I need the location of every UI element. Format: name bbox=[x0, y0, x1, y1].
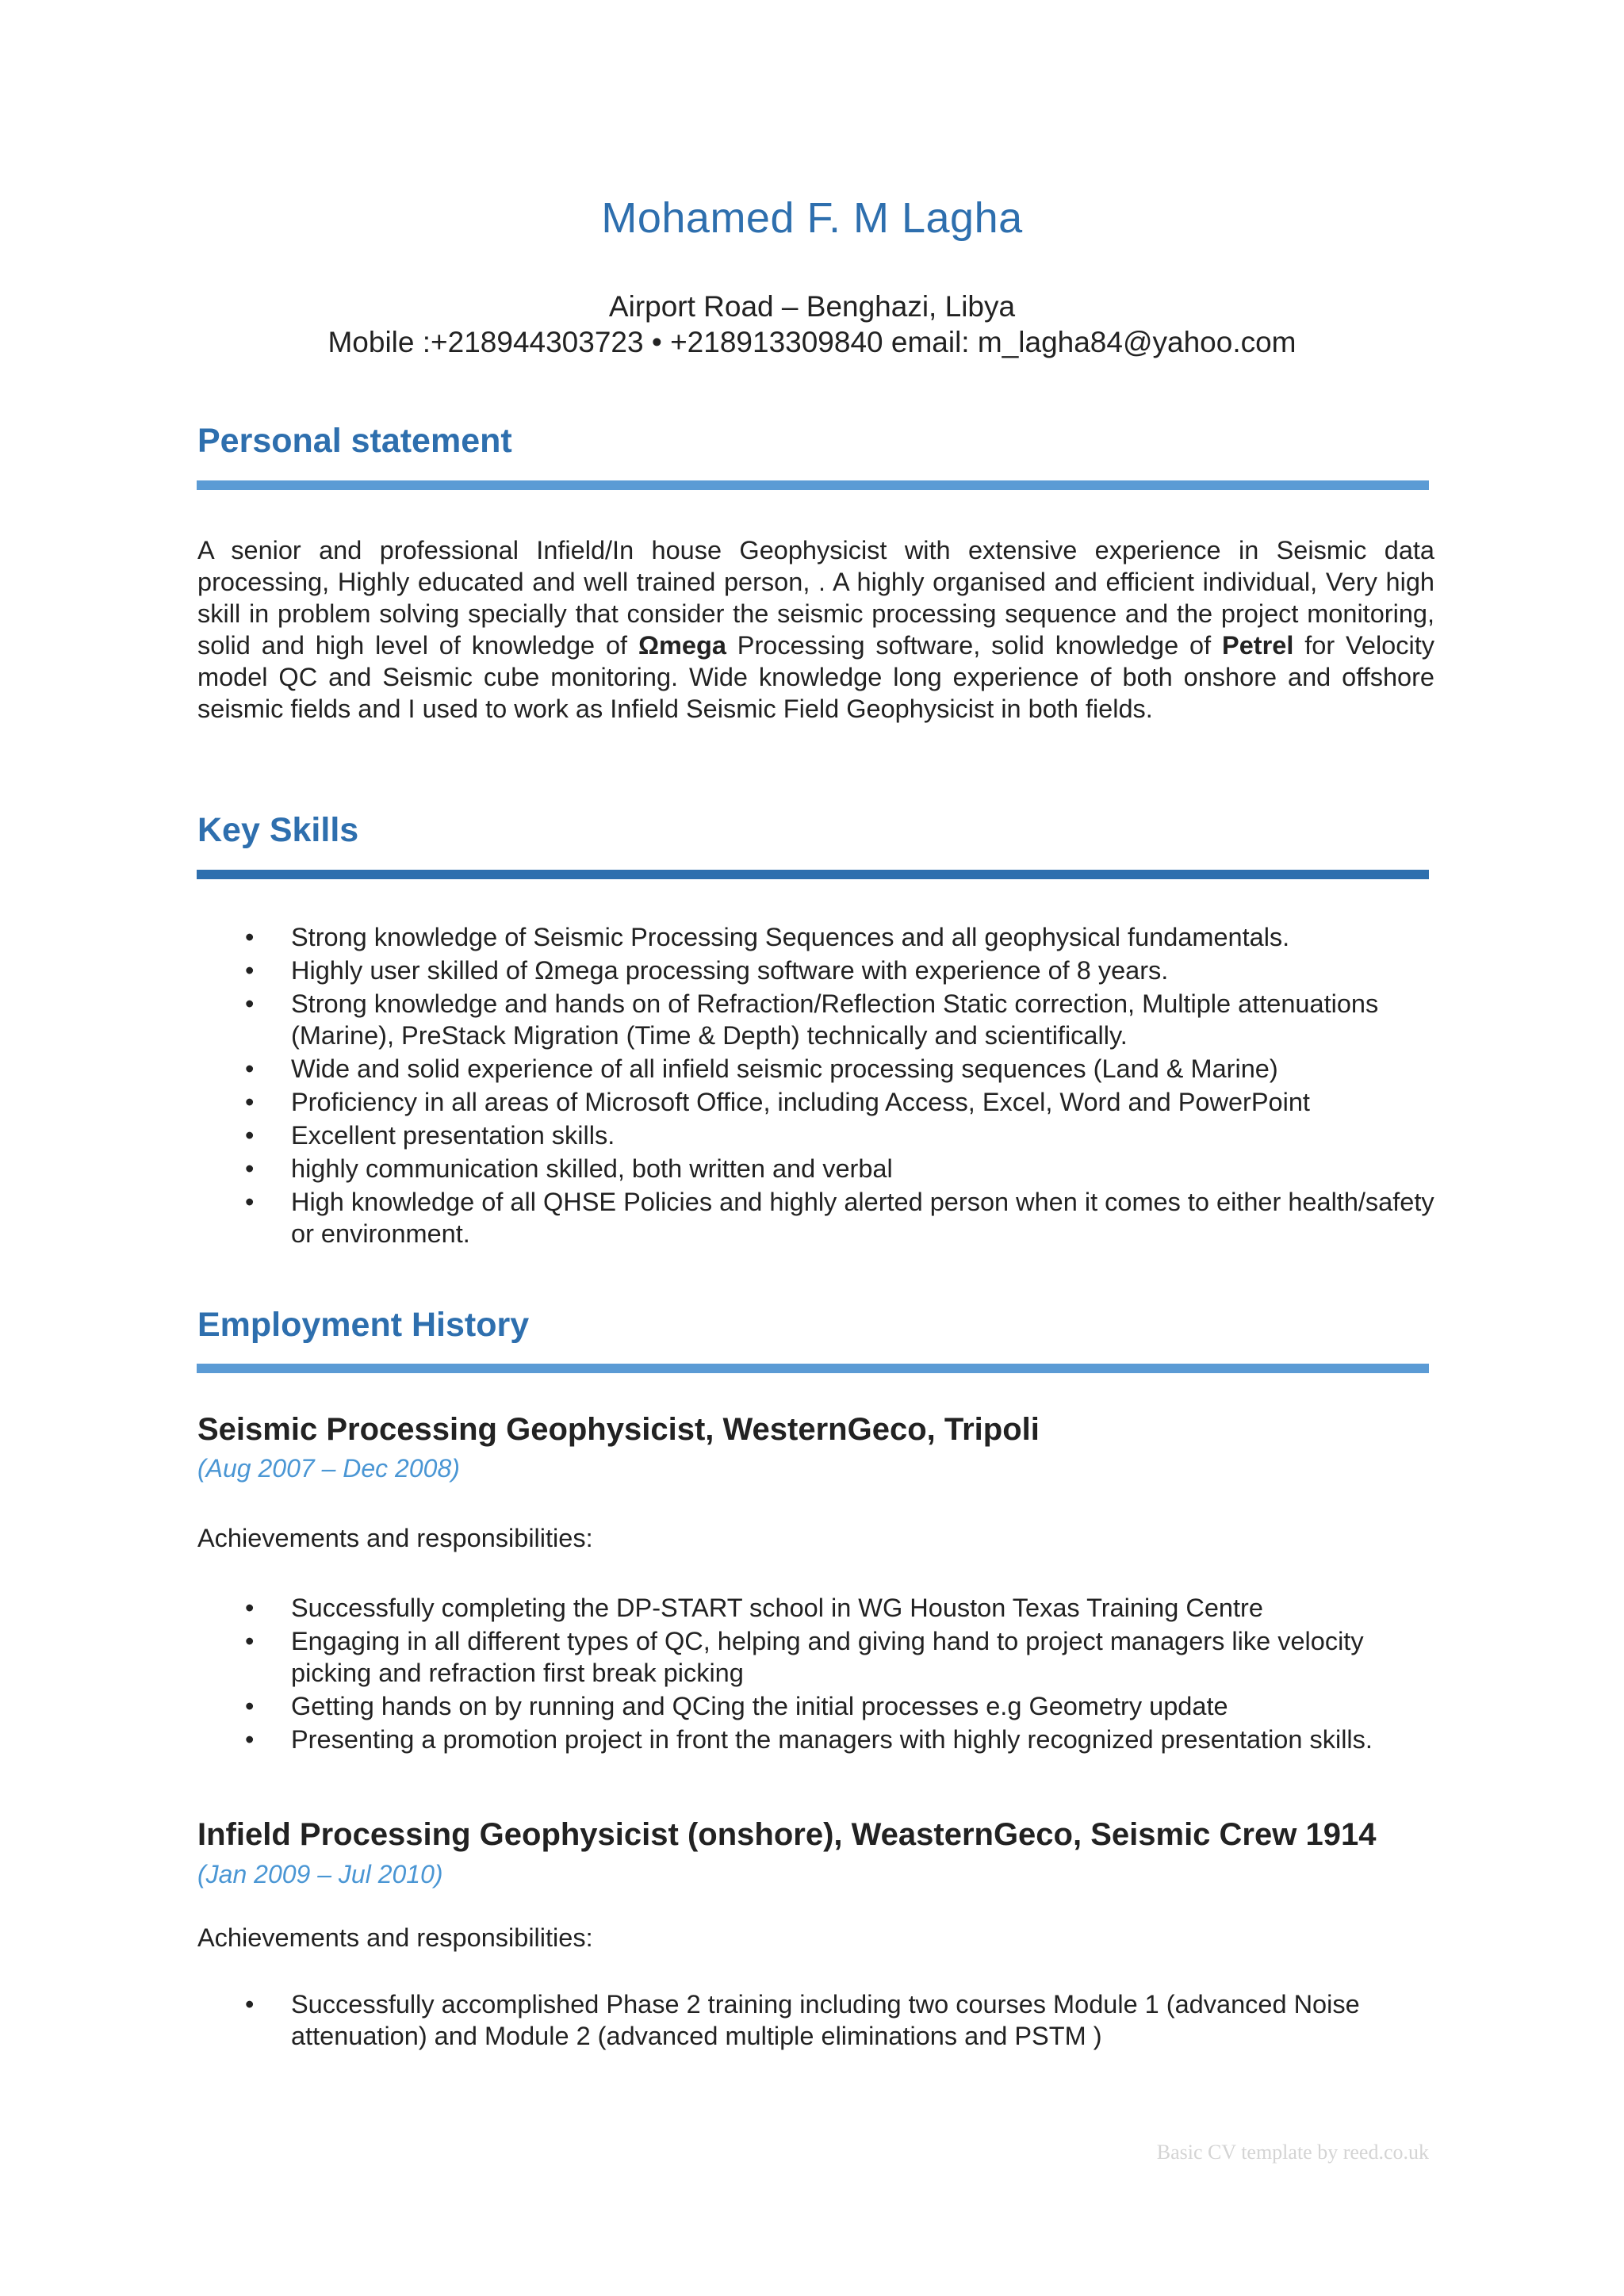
job-dates: (Jan 2009 – Jul 2010) bbox=[197, 1860, 443, 1888]
job-achievements-list bbox=[197, 1988, 1434, 2053]
statement-text: Processing software, solid knowledge of bbox=[726, 631, 1223, 660]
job-title: Infield Processing Geophysicist (onshore), WeasternGeco, Seismic Crew 1914 bbox=[197, 1817, 1377, 1852]
section-title-key-skills: Key Skills bbox=[197, 811, 359, 849]
achievements-label: Achievements and responsibilities: bbox=[197, 1524, 593, 1552]
bullet-icon: • bbox=[245, 956, 255, 985]
list-item: • highly communication skilled, both written and verbal bbox=[245, 1154, 893, 1183]
bullet-icon: • bbox=[245, 1990, 255, 2019]
job-title: Seismic Processing Geophysicist, WesternGeco, Tripoli bbox=[197, 1412, 1040, 1447]
list-item: • Wide and solid experience of all infield seismic processing sequences (Land & Marine) bbox=[245, 1054, 1278, 1083]
list-item: • Presenting a promotion project in front the managers with highly recognized presentation skills. bbox=[245, 1725, 1373, 1754]
bullet-icon: • bbox=[245, 1692, 255, 1720]
achievements-label: Achievements and responsibilities: bbox=[197, 1923, 593, 1952]
job-dates: (Aug 2007 – Dec 2008) bbox=[197, 1454, 460, 1483]
list-item: • Getting hands on by running and QCing the initial processes e.g Geometry update bbox=[245, 1692, 1228, 1720]
statement-bold: Ωmega bbox=[638, 631, 726, 660]
statement-text: for Velocity model QC and Seismic cube monitoring. Wide knowledge long experience of both onshore and offshore seismic fields and I used to work as Infield Seismic Field Geophysicist in both fields. bbox=[197, 631, 1435, 723]
section-divider bbox=[197, 1364, 1429, 1373]
statement-text: A senior and professional Infield/In house Geophysicist with extensive experience in Seismic data processing, Highly educated and well trained person, . A highly organised and efficient individual, Very high skill in problem solving specially that consider the seismic processing sequence and the project monitoring, solid and high level of knowledge of bbox=[197, 536, 1434, 660]
statement-bold: Petrel bbox=[1222, 631, 1294, 660]
list-item: • Excellent presentation skills. bbox=[245, 1121, 615, 1150]
list-item: • Successfully completing the DP-START school in WG Houston Texas Training Centre bbox=[245, 1594, 1263, 1622]
list-item: • Highly user skilled of Ωmega processing software with experience of 8 years. bbox=[245, 956, 1169, 985]
bullet-icon: • bbox=[245, 1054, 255, 1083]
bullet-icon: • bbox=[245, 1594, 255, 1622]
contact-line: Mobile :+218944303723 • +218913309840 email: m_lagha84@yahoo.com bbox=[327, 326, 1297, 358]
section-divider bbox=[197, 870, 1429, 879]
address: Airport Road – Benghazi, Libya bbox=[608, 290, 1016, 323]
bullet-icon: • bbox=[245, 1188, 255, 1216]
bullet-icon: • bbox=[245, 989, 255, 1018]
list-item: • High knowledge of all QHSE Policies and highly alerted person when it comes to either health/safety or environment. bbox=[245, 1188, 1434, 1248]
section-title-personal-statement: Personal statement bbox=[197, 422, 512, 460]
bullet-icon: • bbox=[245, 1121, 255, 1150]
section-divider bbox=[197, 480, 1429, 490]
bullet-icon: • bbox=[245, 923, 255, 951]
bullet-icon: • bbox=[245, 1154, 255, 1183]
key-skills-list bbox=[197, 921, 1434, 1251]
list-item: • Successfully accomplished Phase 2 training including two courses Module 1 (advanced Noise attenuation) and Module 2 (advanced multiple eliminations and PSTM ) bbox=[245, 1990, 1360, 2050]
bullet-icon: • bbox=[245, 1088, 255, 1116]
job-achievements-list bbox=[197, 1592, 1434, 1757]
list-item: • Engaging in all different types of QC, helping and giving hand to project managers like velocity picking and refraction first break picking bbox=[245, 1627, 1364, 1687]
personal-statement-text bbox=[197, 534, 1434, 725]
bullet-icon: • bbox=[245, 1725, 255, 1754]
list-item: • Strong knowledge and hands on of Refraction/Reflection Static correction, Multiple attenuations (Marine), PreStack Migration (Time & Depth) technically and scientifically. bbox=[245, 989, 1379, 1050]
list-item: • Proficiency in all areas of Microsoft Office, including Access, Excel, Word and PowerPoint bbox=[245, 1088, 1310, 1116]
list-item: • Strong knowledge of Seismic Processing Sequences and all geophysical fundamentals. bbox=[245, 923, 1290, 951]
bullet-icon: • bbox=[245, 1627, 255, 1655]
section-title-employment-history: Employment History bbox=[197, 1306, 530, 1344]
footer-credit: Basic CV template by reed.co.uk bbox=[1156, 2141, 1429, 2164]
candidate-name: Mohamed F. M Lagha bbox=[601, 194, 1023, 242]
